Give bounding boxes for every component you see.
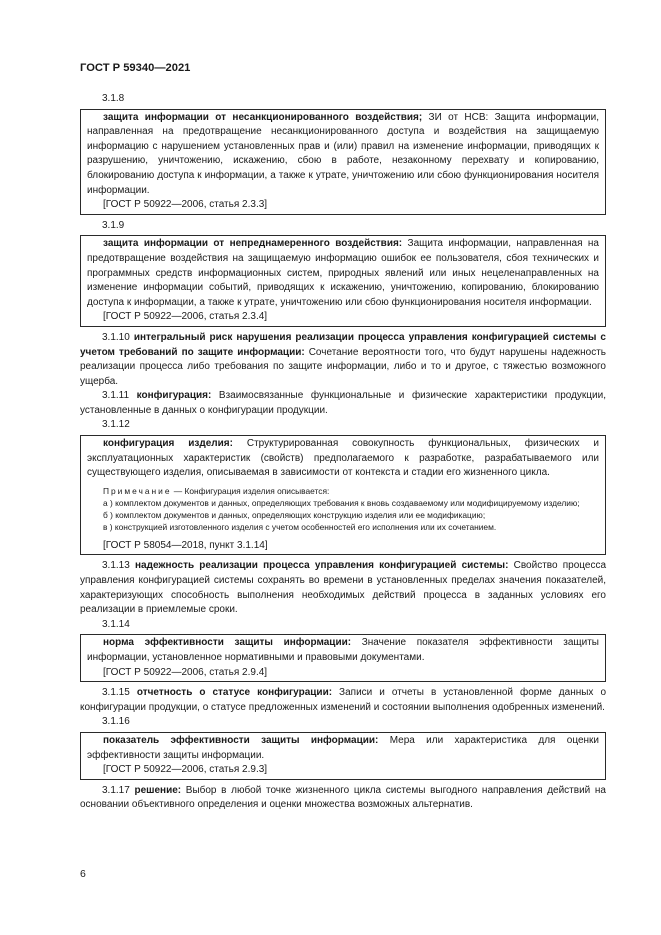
- document-header: ГОСТ Р 59340—2021: [80, 62, 191, 74]
- term-box: [80, 235, 606, 327]
- term-definition: [80, 389, 606, 418]
- term: защита информации от непреднамеренного воздействия:: [103, 238, 403, 250]
- note-heading: [87, 485, 599, 497]
- term-definition: [80, 784, 606, 813]
- definition: Взаимосвязанные функциональные и физические характеристики продукции, установленные в данных о конфигурации продукции.: [80, 390, 606, 416]
- term-definition: [80, 331, 606, 389]
- note-item-b: б ) комплектом документов и данных, определяющих конструкцию изделия или ее модификацию;: [103, 509, 486, 520]
- definition: Выбор в любой точке жизненного цикла системы выгодного направления действий на основании объективного определения и оценки множества возможных альтернатив.: [80, 784, 606, 811]
- term: норма эффективности защиты информации:: [103, 637, 352, 649]
- source-reference: [ГОСТ Р 50922—2006, статья 2.9.3]: [103, 764, 268, 776]
- clause-number: 3.1.17: [102, 784, 130, 796]
- term: надежность реализации процесса управления конфигурацией системы:: [135, 560, 509, 572]
- source-reference: [ГОСТ Р 58054—2018, пункт 3.1.14]: [103, 539, 268, 551]
- term: показатель эффективности защиты информации:: [103, 734, 379, 746]
- definition: Записи и отчеты в установленной форме данных о конфигурации продукции, о статусе предложенных изменений и состоянии выполнения одобренных изменений.: [80, 687, 607, 713]
- term: защита информации от несанкционированного воздействия;: [103, 111, 423, 123]
- definition: Мера или характеристика для оценки эффективности защиты информации.: [87, 734, 600, 761]
- definition: Сочетание вероятности того, что будут нарушены надежность реализации процесса либо требования по защите информации, либо и то и другое, с тяжестью возможного ущерба.: [80, 346, 606, 387]
- clause-number: 3.1.14: [102, 618, 130, 630]
- note-item-a: а ) комплектом документов и данных, определяющих требования к вновь создаваемому или модифицируемому изделию;: [103, 497, 580, 508]
- term-definition: [87, 237, 599, 310]
- term-definition: [80, 686, 606, 715]
- note-label: Примечание: [103, 485, 172, 496]
- source-reference: [ГОСТ Р 50922—2006, статья 2.9.4]: [103, 666, 268, 678]
- definition: Значение показателя эффективности защиты информации, установленное нормативными и правовыми документами.: [87, 637, 599, 663]
- definition: Структурированная совокупность функциональных, физических и эксплуатационных характеристик (свойств) предполагаемого к разработке, разрабатываемого или существующего изделия, описываемая в зависимости от контекста и стадии его жизненного цикла.: [87, 438, 599, 479]
- clause-number: 3.1.11: [102, 390, 130, 402]
- note-block: [87, 485, 599, 533]
- definition: Свойство процесса управления конфигурацией системы сохранять во времени в установленных пределах значения показателей, характеризующих способность выполнения необходимых действий процесса в заданных условиях его реализации в приемлемые сроки.: [80, 560, 607, 616]
- clause-number: 3.1.16: [102, 716, 130, 728]
- page-number: 6: [80, 868, 86, 880]
- term-definition: [87, 734, 599, 763]
- term-box: [80, 109, 606, 215]
- term-definition: [87, 636, 599, 665]
- term-definition: [87, 111, 599, 199]
- note-item-c: в ) конструкцией изготовленного изделия с учетом особенностей его исполнения или их сочетанием.: [103, 521, 497, 532]
- term: конфигурация изделия:: [103, 438, 233, 450]
- term-box: [80, 732, 606, 780]
- source-reference: [ГОСТ Р 50922—2006, статья 2.3.4]: [103, 311, 268, 323]
- term-definition: [87, 437, 599, 481]
- definition: Защита информации, направленная на предотвращение воздействия на защищаемую информацию ошибок ее пользователя, сбоя технических и программных средств информационных систем, природных явлений или иных нецеленаправленных на изменение информации событий, приводящих к искажению, уничтожению, копированию, блокированию доступа к информации, а также к утрате, уничтожению или сбою функционирования носителя информации.: [87, 238, 599, 308]
- clause-number: 3.1.10: [102, 331, 130, 343]
- definition: ЗИ от НСВ: Защита информации, направленная на предотвращение несанкционированного доступа и воздействия на защищаемую информацию с нарушением установленных прав и (или) правил на изменение информации, приводящих к разрушению, уничтожению, искажению, сбою в работе, незаконному перехвату и копированию, блокированию доступа к информации, а также к утрате, уничтожению или сбою функционирования носителя информации.: [87, 111, 600, 196]
- clause-number: 3.1.15: [102, 687, 130, 699]
- term-box: [80, 634, 606, 682]
- term-box: [80, 435, 606, 555]
- clause-number: 3.1.9: [102, 219, 125, 231]
- term: отчетность о статусе конфигурации:: [136, 687, 333, 699]
- term: решение:: [134, 784, 182, 796]
- term: конфигурация:: [136, 390, 212, 402]
- clause-number: 3.1.13: [102, 560, 130, 572]
- note-text: — Конфигурация изделия описывается:: [171, 485, 330, 496]
- source-reference: [ГОСТ Р 50922—2006, статья 2.3.3]: [103, 199, 268, 211]
- document-body: [80, 92, 606, 813]
- term-definition: [80, 559, 606, 617]
- term: интегральный риск нарушения реализации процесса управления конфигурацией системы с учетом требований по защите информации:: [80, 331, 606, 358]
- clause-number: 3.1.8: [102, 93, 125, 104]
- clause-number: 3.1.12: [102, 419, 130, 431]
